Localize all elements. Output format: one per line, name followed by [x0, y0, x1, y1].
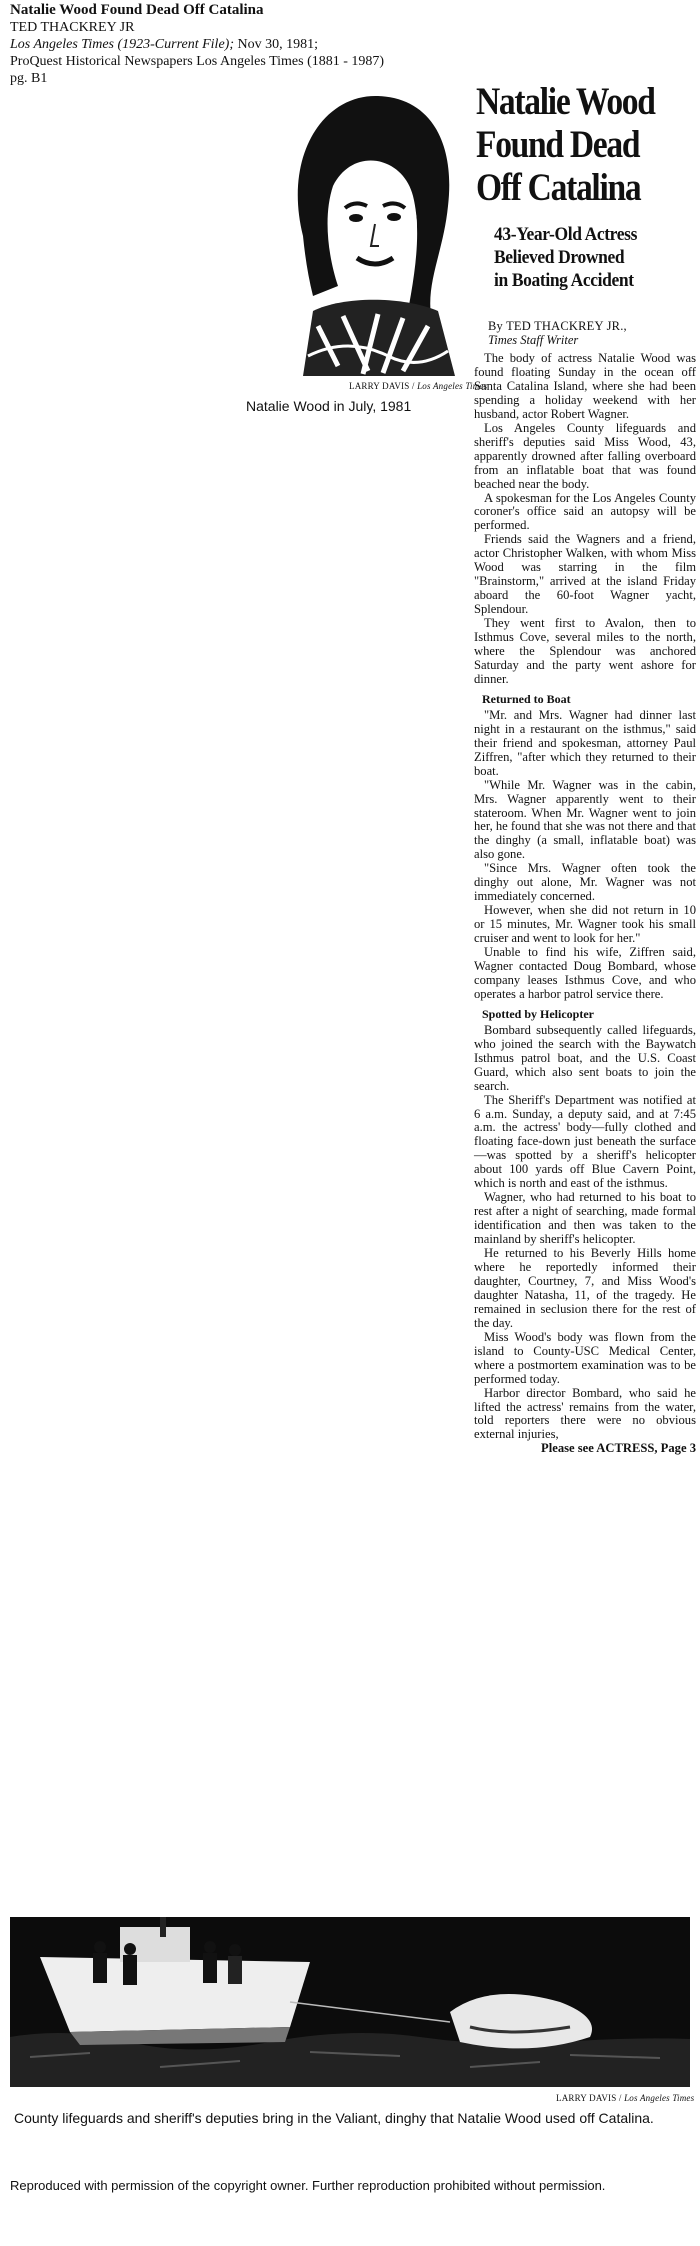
boat-credit-paper: Los Angeles Times	[624, 2093, 695, 2103]
citation-page: pg. B1	[10, 71, 48, 86]
subheadline-line-3: in Boating Accident	[494, 270, 634, 291]
boat-image	[10, 1917, 690, 2087]
portrait-photo	[283, 86, 455, 376]
boat-photo	[10, 1917, 690, 2087]
paragraph: "Since Mrs. Wagner often took the dinghy out alone, Mr. Wagner was not immediately concerned.	[474, 861, 696, 904]
paragraph: Unable to find his wife, Ziffren said, Wagner contacted Doug Bombard, whose company leases Isthmus Cove, and who operates a harbor patrol service there.	[474, 945, 696, 1001]
paragraph: A spokesman for the Los Angeles County coroner's office said an autopsy will be performed.	[474, 490, 696, 533]
citation-source-italic: Los Angeles Times (1923-Current File);	[10, 37, 234, 52]
boat-credit-name: LARRY DAVIS /	[556, 2093, 625, 2103]
paragraph: The body of actress Natalie Wood was found floating Sunday in the ocean off Santa Catalina Island, where she had been spending a holiday weekend with her husband, actor Robert Wagner.	[474, 351, 696, 421]
headline-line-1: Natalie Wood	[476, 80, 655, 123]
paragraph: Wagner, who had returned to his boat to rest after a night of searching, made formal identification and then was taken to the mainland by sheriff's helicopter.	[474, 1190, 696, 1247]
portrait-image	[283, 86, 455, 376]
portrait-credit-name: LARRY DAVIS /	[349, 381, 418, 391]
boat-credit	[556, 2093, 694, 2103]
boat-caption: County lifeguards and sheriff's deputies bring in the Valiant, dinghy that Natalie Wood used off Catalina.	[14, 2110, 654, 2126]
portrait-credit	[349, 381, 487, 391]
citation-header	[10, 2, 690, 87]
headline-line-3: Off Catalina	[476, 166, 641, 209]
paragraph: The Sheriff's Department was notified at 6 a.m. Sunday, a deputy said, and at 7:45 a.m. the actress' body—fully clothed and floating face-down just beneath the surface—was spotted by a sheriff's helicopter about 100 yards off Blue Cavern Point, which is north and east of the isthmus.	[474, 1092, 696, 1191]
citation-database: ProQuest Historical Newspapers Los Angeles Times (1881 - 1987)	[10, 54, 385, 69]
subheadline	[494, 223, 696, 292]
paragraph: Harbor director Bombard, who said he lifted the actress' remains from the water, told reporters there were no obvious external injuries,	[474, 1385, 696, 1442]
portrait-caption: Natalie Wood in July, 1981	[246, 398, 412, 414]
byline-name: By TED THACKREY JR.,	[488, 319, 627, 333]
citation-source	[10, 36, 690, 53]
section-heading-returned: Returned to Boat	[482, 691, 571, 706]
paragraph: They went first to Avalon, then to Isthmus Cove, several miles to the north, where the Splendour was anchored Saturday and the party went ashore for dinner.	[474, 616, 696, 686]
article	[474, 80, 696, 1456]
portrait-credit-paper: Los Angeles Times	[417, 381, 488, 391]
headline	[476, 80, 700, 209]
paragraph: Bombard subsequently called lifeguards, who joined the search with the Baywatch Isthmus patrol boat, and the U.S. Coast Guard, which also sent boats to join the search.	[474, 1022, 696, 1093]
paragraph: However, when she did not return in 10 or 15 minutes, Mr. Wagner took his small cruiser and went to look for her."	[474, 903, 696, 946]
section-heading-spotted: Spotted by Helicopter	[482, 1006, 594, 1021]
headline-line-2: Found Dead	[476, 123, 640, 166]
subheadline-line-1: 43-Year-Old Actress	[494, 224, 638, 245]
citation-title: Natalie Wood Found Dead Off Catalina	[10, 2, 264, 18]
paragraph: He returned to his Beverly Hills home where he reportedly informed their daughter, Courtney, 7, and Miss Wood's daughter Natasha, 11, of the tragedy. He remained in seclusion there for the rest of the day.	[474, 1246, 696, 1330]
paragraph: Friends said the Wagners and a friend, actor Christopher Walken, with whom Miss Wood was starring in the film "Brainstorm," arrived at the island Friday aboard the 60-foot Wagner yacht, Splendour.	[474, 532, 696, 617]
subheadline-line-2: Believed Drowned	[494, 247, 625, 268]
citation-date: Nov 30, 1981;	[234, 37, 318, 52]
paragraph: "Mr. and Mrs. Wagner had dinner last night in a restaurant on the isthmus," said their friend and spokesman, attorney Paul Ziffren, "after which they returned to their boat.	[474, 707, 696, 778]
citation-author: TED THACKREY JR	[10, 20, 135, 35]
jump-line: Please see ACTRESS, Page 3	[541, 1441, 696, 1456]
paragraph: "While Mr. Wagner was in the cabin, Mrs. Wagner apparently went to their stateroom. When Mr. Wagner went to join her, he found that she was not there and that the dinghy (a small, inflatable boat) was also gone.	[474, 777, 696, 862]
paragraph: Los Angeles County lifeguards and sheriff's deputies said Miss Wood, 43, apparently drowned after falling overboard from an inflatable boat that was found beached near the body.	[474, 420, 696, 491]
paragraph: Miss Wood's body was flown from the island to County-USC Medical Center, where a postmortem examination was to be performed today.	[474, 1329, 696, 1386]
byline-role: Times Staff Writer	[488, 333, 579, 347]
byline	[488, 319, 696, 347]
reproduction-notice: Reproduced with permission of the copyright owner. Further reproduction prohibited without permission.	[10, 2178, 606, 2193]
article-body	[474, 352, 696, 1456]
